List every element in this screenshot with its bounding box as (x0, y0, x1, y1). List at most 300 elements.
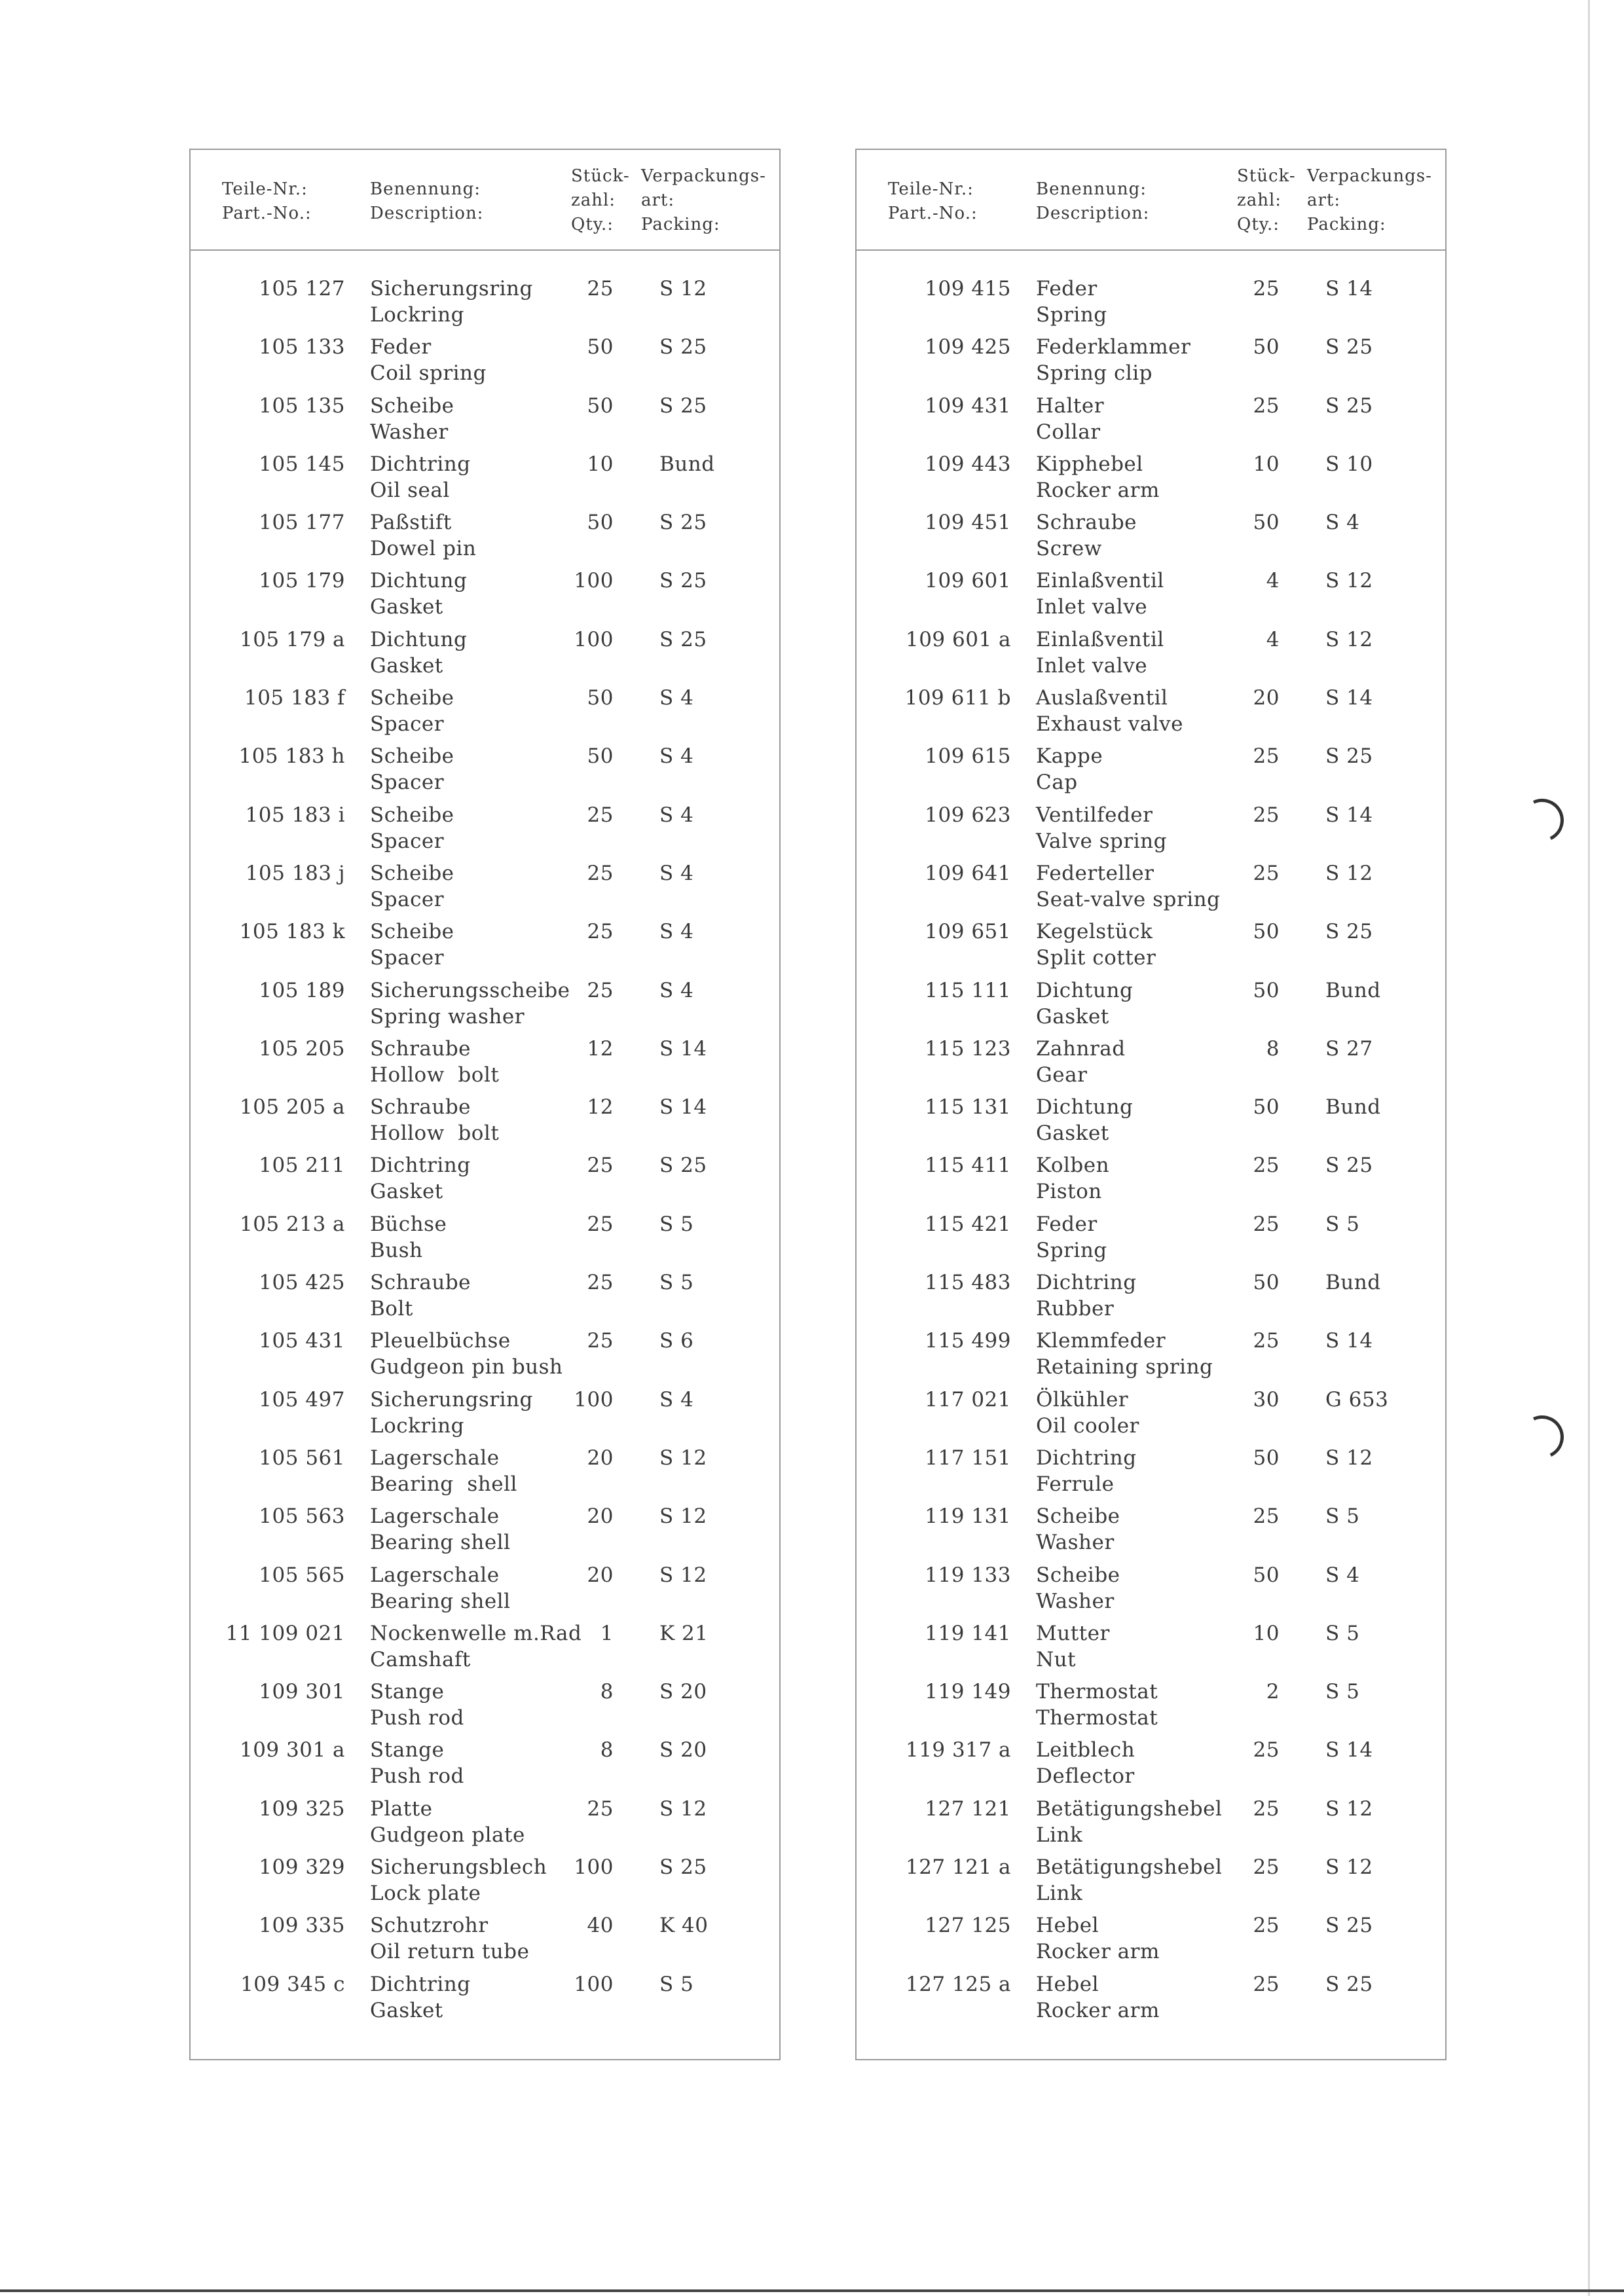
quantity-cell: 50 (587, 744, 614, 769)
quantity-cell: 25 (1253, 277, 1280, 301)
punch-hole-mark (1515, 1410, 1570, 1465)
description-cell: Scheibe Spacer (370, 686, 454, 737)
packing-cell: S 12 (659, 1563, 707, 1587)
quantity-cell: 10 (1253, 1621, 1280, 1645)
description-cell: Betätigungshebel Link (1036, 1855, 1223, 1906)
packing-cell: S 4 (659, 861, 694, 885)
table-row (191, 1152, 779, 1211)
description-cell: Halter Collar (1036, 393, 1105, 444)
description-cell: Federteller Seat-valve spring (1036, 861, 1221, 911)
table-row (857, 1971, 1445, 2030)
table-row (857, 1562, 1445, 1620)
packing-cell: S 25 (1325, 744, 1373, 769)
part-number-cell: 105 205 (259, 1036, 345, 1061)
description-cell: Mutter Nut (1036, 1621, 1110, 1671)
description-cell: Klemmfeder Retaining spring (1036, 1329, 1213, 1379)
part-number-cell: 109 325 (259, 1796, 345, 1821)
header-packing: Verpackungs- art: Packing: (1307, 166, 1432, 234)
quantity-cell: 100 (574, 569, 614, 593)
table-row (857, 451, 1445, 509)
description-cell: Hebel Rocker arm (1036, 1972, 1160, 2022)
parts-table-left (189, 149, 781, 2060)
description-cell: Einlaßventil Inlet valve (1036, 569, 1164, 619)
quantity-cell: 20 (587, 1563, 614, 1587)
table-row (191, 743, 779, 801)
packing-cell: S 25 (659, 627, 707, 651)
packing-cell: S 12 (1325, 1446, 1373, 1470)
description-cell: Stange Push rod (370, 1738, 464, 1789)
table-row (191, 1971, 779, 2030)
part-number-cell: 115 111 (925, 978, 1011, 1002)
part-number-cell: 109 601 (925, 569, 1011, 593)
packing-cell: S 12 (1325, 1796, 1373, 1821)
part-number-cell: 109 345 c (240, 1972, 345, 1996)
part-number-cell: 119 131 (925, 1504, 1011, 1529)
description-cell: Dichtring Gasket (370, 1154, 471, 1204)
table-body (857, 276, 1445, 2030)
table-row (857, 802, 1445, 860)
packing-cell: S 12 (1325, 1855, 1373, 1880)
description-cell: Sicherungsring Lockring (370, 277, 533, 327)
packing-cell: S 6 (659, 1329, 694, 1353)
quantity-cell: 20 (587, 1504, 614, 1529)
description-cell: Schutzrohr Oil return tube (370, 1914, 530, 1964)
quantity-cell: 8 (600, 1738, 614, 1762)
packing-cell: S 4 (659, 744, 694, 769)
packing-cell: S 20 (659, 1738, 707, 1762)
description-cell: Paßstift Dowel pin (370, 511, 477, 561)
quantity-cell: 50 (587, 393, 614, 418)
quantity-cell: 25 (1253, 1504, 1280, 1529)
quantity-cell: 100 (574, 1855, 614, 1880)
quantity-cell: 25 (587, 1154, 614, 1178)
packing-cell: Bund (1325, 1095, 1381, 1120)
description-cell: Platte Gudgeon plate (370, 1796, 525, 1847)
header-description: Benennung: Description: (370, 179, 484, 223)
part-number-cell: 109 601 a (905, 627, 1011, 651)
part-number-cell: 109 301 (259, 1680, 345, 1704)
quantity-cell: 40 (587, 1914, 614, 1938)
table-header (191, 150, 779, 251)
part-number-cell: 11 109 021 (225, 1621, 345, 1645)
description-cell: Betätigungshebel Link (1036, 1796, 1223, 1847)
packing-cell: S 12 (1325, 627, 1373, 651)
description-cell: Lagerschale Bearing shell (370, 1504, 511, 1555)
quantity-cell: 12 (587, 1095, 614, 1120)
description-cell: Schraube Screw (1036, 511, 1137, 561)
part-number-cell: 127 125 (925, 1914, 1011, 1938)
part-number-cell: 109 611 b (904, 686, 1011, 710)
table-row (857, 276, 1445, 334)
description-cell: Stange Push rod (370, 1680, 464, 1730)
description-cell: Dichtring Rubber (1036, 1271, 1137, 1321)
description-cell: Scheibe Spacer (370, 744, 454, 795)
packing-cell: S 5 (659, 1271, 694, 1295)
packing-cell: S 25 (659, 569, 707, 593)
part-number-cell: 119 317 a (905, 1738, 1011, 1762)
part-number-cell: 115 421 (925, 1212, 1011, 1236)
quantity-cell: 25 (587, 861, 614, 885)
table-row (857, 1679, 1445, 1737)
part-number-cell: 115 483 (925, 1271, 1011, 1295)
page-edge-line (1588, 0, 1590, 2296)
description-cell: Schraube Bolt (370, 1271, 471, 1321)
description-cell: Nockenwelle m.Rad Camshaft (370, 1621, 582, 1671)
quantity-cell: 25 (1253, 1796, 1280, 1821)
table-row (191, 568, 779, 626)
quantity-cell: 25 (587, 1271, 614, 1295)
quantity-cell: 50 (1253, 1563, 1280, 1587)
table-row (857, 977, 1445, 1036)
part-number-cell: 109 641 (925, 861, 1011, 885)
part-number-cell: 109 415 (925, 277, 1011, 301)
table-row (191, 685, 779, 743)
packing-cell: S 25 (1325, 920, 1373, 944)
table-row (191, 276, 779, 334)
part-number-cell: 105 133 (259, 335, 345, 359)
part-number-cell: 105 561 (259, 1446, 345, 1470)
description-cell: Einlaßventil Inlet valve (1036, 627, 1164, 678)
quantity-cell: 25 (1253, 393, 1280, 418)
packing-cell: S 25 (659, 335, 707, 359)
packing-cell: S 25 (659, 1855, 707, 1880)
packing-cell: G 653 (1325, 1387, 1389, 1412)
packing-cell: S 25 (1325, 1154, 1373, 1178)
quantity-cell: 100 (574, 1972, 614, 1996)
description-cell: Dichtung Gasket (370, 569, 468, 619)
description-cell: Scheibe Spacer (370, 861, 454, 911)
description-cell: Kappe Cap (1036, 744, 1103, 795)
part-number-cell: 105 179 a (239, 627, 345, 651)
packing-cell: S 14 (659, 1095, 707, 1120)
table-row (857, 1387, 1445, 1445)
description-cell: Feder Spring (1036, 277, 1107, 327)
table-row (857, 1737, 1445, 1795)
description-cell: Zahnrad Gear (1036, 1036, 1126, 1087)
header-part-no: Teile-Nr.: Part.-No.: (888, 179, 978, 223)
packing-cell: K 21 (659, 1621, 709, 1645)
description-cell: Feder Coil spring (370, 335, 487, 386)
table-row (191, 1269, 779, 1328)
table-row (191, 1211, 779, 1269)
packing-cell: S 4 (659, 686, 694, 710)
packing-cell: S 5 (1325, 1504, 1360, 1529)
description-cell: Dichtung Gasket (1036, 1095, 1134, 1146)
quantity-cell: 50 (1253, 335, 1280, 359)
packing-cell: S 25 (659, 393, 707, 418)
table-row (191, 1387, 779, 1445)
description-cell: Dichtring Oil seal (370, 452, 471, 502)
table-row (191, 1796, 779, 1854)
description-cell: Scheibe Spacer (370, 920, 454, 970)
table-row (191, 977, 779, 1036)
packing-cell: Bund (659, 452, 715, 476)
quantity-cell: 50 (587, 686, 614, 710)
table-row (191, 627, 779, 685)
table-row (857, 568, 1445, 626)
table-row (191, 1737, 779, 1795)
packing-cell: S 4 (659, 803, 694, 827)
header-quantity: Stück- zahl: Qty.: (1237, 166, 1296, 234)
table-row (857, 1269, 1445, 1328)
packing-cell: S 25 (1325, 335, 1373, 359)
packing-cell: S 10 (1325, 452, 1373, 476)
packing-cell: S 20 (659, 1680, 707, 1704)
table-row (857, 1211, 1445, 1269)
description-cell: Pleuelbüchse Gudgeon pin bush (370, 1329, 563, 1379)
table-row (191, 1036, 779, 1094)
table-row (857, 1796, 1445, 1854)
table-row (857, 1094, 1445, 1152)
table-row (191, 1912, 779, 1971)
table-row (857, 1503, 1445, 1561)
description-cell: Thermostat Thermostat (1036, 1680, 1158, 1730)
description-cell: Kipphebel Rocker arm (1036, 452, 1160, 502)
table-row (857, 393, 1445, 451)
packing-cell: S 12 (1325, 861, 1373, 885)
page-bottom-edge (0, 2289, 1624, 2292)
table-row (191, 509, 779, 568)
packing-cell: S 5 (1325, 1680, 1360, 1704)
table-row (857, 743, 1445, 801)
quantity-cell: 25 (587, 1329, 614, 1353)
table-row (191, 860, 779, 919)
description-cell: Kolben Piston (1036, 1154, 1110, 1204)
table-row (191, 1503, 779, 1561)
packing-cell: S 25 (659, 511, 707, 535)
header-quantity: Stück- zahl: Qty.: (571, 166, 630, 234)
part-number-cell: 105 565 (259, 1563, 345, 1587)
description-cell: Scheibe Washer (1036, 1504, 1120, 1555)
quantity-cell: 50 (1253, 978, 1280, 1002)
part-number-cell: 109 443 (925, 452, 1011, 476)
quantity-cell: 50 (587, 511, 614, 535)
part-number-cell: 127 125 a (905, 1972, 1011, 1996)
part-number-cell: 105 177 (259, 511, 345, 535)
part-number-cell: 115 123 (925, 1036, 1011, 1061)
quantity-cell: 25 (587, 803, 614, 827)
quantity-cell: 50 (1253, 920, 1280, 944)
packing-cell: Bund (1325, 978, 1381, 1002)
part-number-cell: 105 563 (259, 1504, 345, 1529)
quantity-cell: 50 (1253, 1271, 1280, 1295)
table-row (191, 393, 779, 451)
part-number-cell: 127 121 (925, 1796, 1011, 1821)
description-cell: Ventilfeder Valve spring (1036, 803, 1167, 853)
quantity-cell: 8 (600, 1680, 614, 1704)
part-number-cell: 119 133 (925, 1563, 1011, 1587)
quantity-cell: 12 (587, 1036, 614, 1061)
quantity-cell: 25 (1253, 1329, 1280, 1353)
packing-cell: S 14 (1325, 1738, 1373, 1762)
quantity-cell: 25 (587, 1796, 614, 1821)
part-number-cell: 105 213 a (239, 1212, 345, 1236)
part-number-cell: 105 425 (259, 1271, 345, 1295)
table-row (857, 627, 1445, 685)
part-number-cell: 127 121 a (905, 1855, 1011, 1880)
part-number-cell: 117 151 (925, 1446, 1011, 1470)
part-number-cell: 109 301 a (239, 1738, 345, 1762)
table-row (191, 1562, 779, 1620)
quantity-cell: 10 (587, 452, 614, 476)
part-number-cell: 109 615 (925, 744, 1011, 769)
quantity-cell: 25 (1253, 1738, 1280, 1762)
description-cell: Feder Spring (1036, 1212, 1107, 1262)
packing-cell: S 12 (659, 277, 707, 301)
quantity-cell: 50 (1253, 1446, 1280, 1470)
quantity-cell: 20 (587, 1446, 614, 1470)
part-number-cell: 109 431 (925, 393, 1011, 418)
quantity-cell: 25 (587, 1212, 614, 1236)
description-cell: Auslaßventil Exhaust valve (1036, 686, 1184, 737)
description-cell: Dichtung Gasket (370, 627, 468, 678)
description-cell: Sicherungsblech Lock plate (370, 1855, 547, 1906)
quantity-cell: 4 (1266, 627, 1280, 651)
table-row (191, 802, 779, 860)
quantity-cell: 1 (600, 1621, 614, 1645)
packing-cell: S 4 (659, 920, 694, 944)
part-number-cell: 105 431 (259, 1329, 345, 1353)
part-number-cell: 105 127 (259, 277, 345, 301)
packing-cell: S 14 (1325, 803, 1373, 827)
part-number-cell: 105 183 i (245, 803, 345, 827)
packing-cell: S 25 (659, 1154, 707, 1178)
quantity-cell: 25 (1253, 1212, 1280, 1236)
quantity-cell: 25 (587, 277, 614, 301)
table-row (191, 451, 779, 509)
part-number-cell: 105 179 (259, 569, 345, 593)
packing-cell: S 14 (1325, 1329, 1373, 1353)
description-cell: Lagerschale Bearing shell (370, 1563, 511, 1613)
quantity-cell: 30 (1253, 1387, 1280, 1412)
part-number-cell: 109 623 (925, 803, 1011, 827)
part-number-cell: 115 411 (925, 1154, 1011, 1178)
description-cell: Büchse Bush (370, 1212, 447, 1262)
quantity-cell: 25 (1253, 1154, 1280, 1178)
part-number-cell: 105 183 h (238, 744, 345, 769)
part-number-cell: 105 211 (259, 1154, 345, 1178)
table-body (191, 276, 779, 2030)
table-row (857, 1620, 1445, 1679)
packing-cell: S 25 (1325, 393, 1373, 418)
table-row (191, 919, 779, 977)
packing-cell: S 14 (1325, 686, 1373, 710)
part-number-cell: 105 135 (259, 393, 345, 418)
packing-cell: S 14 (1325, 277, 1373, 301)
table-row (857, 509, 1445, 568)
packing-cell: S 12 (659, 1796, 707, 1821)
description-cell: Scheibe Spacer (370, 803, 454, 853)
description-cell: Dichtring Ferrule (1036, 1446, 1137, 1496)
packing-cell: S 12 (659, 1504, 707, 1529)
packing-cell: S 5 (659, 1972, 694, 1996)
table-row (857, 1328, 1445, 1386)
packing-cell: S 5 (659, 1212, 694, 1236)
part-number-cell: 119 149 (925, 1680, 1011, 1704)
table-header (857, 150, 1445, 251)
part-number-cell: 109 335 (259, 1914, 345, 1938)
packing-cell: S 12 (1325, 569, 1373, 593)
quantity-cell: 100 (574, 627, 614, 651)
description-cell: Schraube Hollow bolt (370, 1095, 500, 1146)
quantity-cell: 100 (574, 1387, 614, 1412)
part-number-cell: 109 651 (925, 920, 1011, 944)
description-cell: Scheibe Washer (370, 393, 454, 444)
part-number-cell: 117 021 (925, 1387, 1011, 1412)
description-cell: Sicherungsring Lockring (370, 1387, 533, 1438)
packing-cell: S 5 (1325, 1621, 1360, 1645)
table-row (857, 860, 1445, 919)
quantity-cell: 4 (1266, 569, 1280, 593)
table-row (857, 334, 1445, 392)
description-cell: Hebel Rocker arm (1036, 1914, 1160, 1964)
part-number-cell: 105 189 (259, 978, 345, 1002)
quantity-cell: 20 (1253, 686, 1280, 710)
packing-cell: S 12 (659, 1446, 707, 1470)
part-number-cell: 105 145 (259, 452, 345, 476)
packing-cell: S 25 (1325, 1972, 1373, 1996)
part-number-cell: 119 141 (925, 1621, 1011, 1645)
description-cell: Lagerschale Bearing shell (370, 1446, 517, 1496)
table-row (857, 1445, 1445, 1503)
packing-cell: S 27 (1325, 1036, 1373, 1061)
header-part-no: Teile-Nr.: Part.-No.: (222, 179, 312, 223)
description-cell: Kegelstück Split cotter (1036, 920, 1156, 970)
description-cell: Scheibe Washer (1036, 1563, 1120, 1613)
description-cell: Dichtung Gasket (1036, 978, 1134, 1029)
packing-cell: S 25 (1325, 1914, 1373, 1938)
table-row (191, 1445, 779, 1503)
packing-cell: S 4 (659, 1387, 694, 1412)
part-number-cell: 109 329 (259, 1855, 345, 1880)
packing-cell: S 14 (659, 1036, 707, 1061)
table-row (857, 1152, 1445, 1211)
part-number-cell: 105 497 (259, 1387, 345, 1412)
punch-hole-mark (1515, 793, 1570, 848)
table-row (191, 1094, 779, 1152)
part-number-cell: 105 205 a (239, 1095, 345, 1120)
quantity-cell: 25 (587, 978, 614, 1002)
table-row (191, 1328, 779, 1386)
quantity-cell: 50 (1253, 511, 1280, 535)
packing-cell: S 4 (1325, 511, 1360, 535)
description-cell: Ölkühler Oil cooler (1036, 1387, 1139, 1438)
table-row (191, 334, 779, 392)
part-number-cell: 109 451 (925, 511, 1011, 535)
header-description: Benennung: Description: (1036, 179, 1150, 223)
table-row (857, 1854, 1445, 1912)
table-row (191, 1620, 779, 1679)
quantity-cell: 25 (1253, 803, 1280, 827)
quantity-cell: 25 (1253, 1855, 1280, 1880)
packing-cell: Bund (1325, 1271, 1381, 1295)
table-row (857, 919, 1445, 977)
header-packing: Verpackungs- art: Packing: (641, 166, 766, 234)
packing-cell: S 5 (1325, 1212, 1360, 1236)
part-number-cell: 105 183 f (244, 686, 345, 710)
table-row (857, 1036, 1445, 1094)
table-row (857, 685, 1445, 743)
quantity-cell: 25 (1253, 1914, 1280, 1938)
description-cell: Schraube Hollow bolt (370, 1036, 500, 1087)
table-row (191, 1854, 779, 1912)
part-number-cell: 115 499 (925, 1329, 1011, 1353)
quantity-cell: 50 (587, 335, 614, 359)
quantity-cell: 2 (1266, 1680, 1280, 1704)
part-number-cell: 105 183 j (245, 861, 345, 885)
quantity-cell: 8 (1266, 1036, 1280, 1061)
quantity-cell: 25 (587, 920, 614, 944)
